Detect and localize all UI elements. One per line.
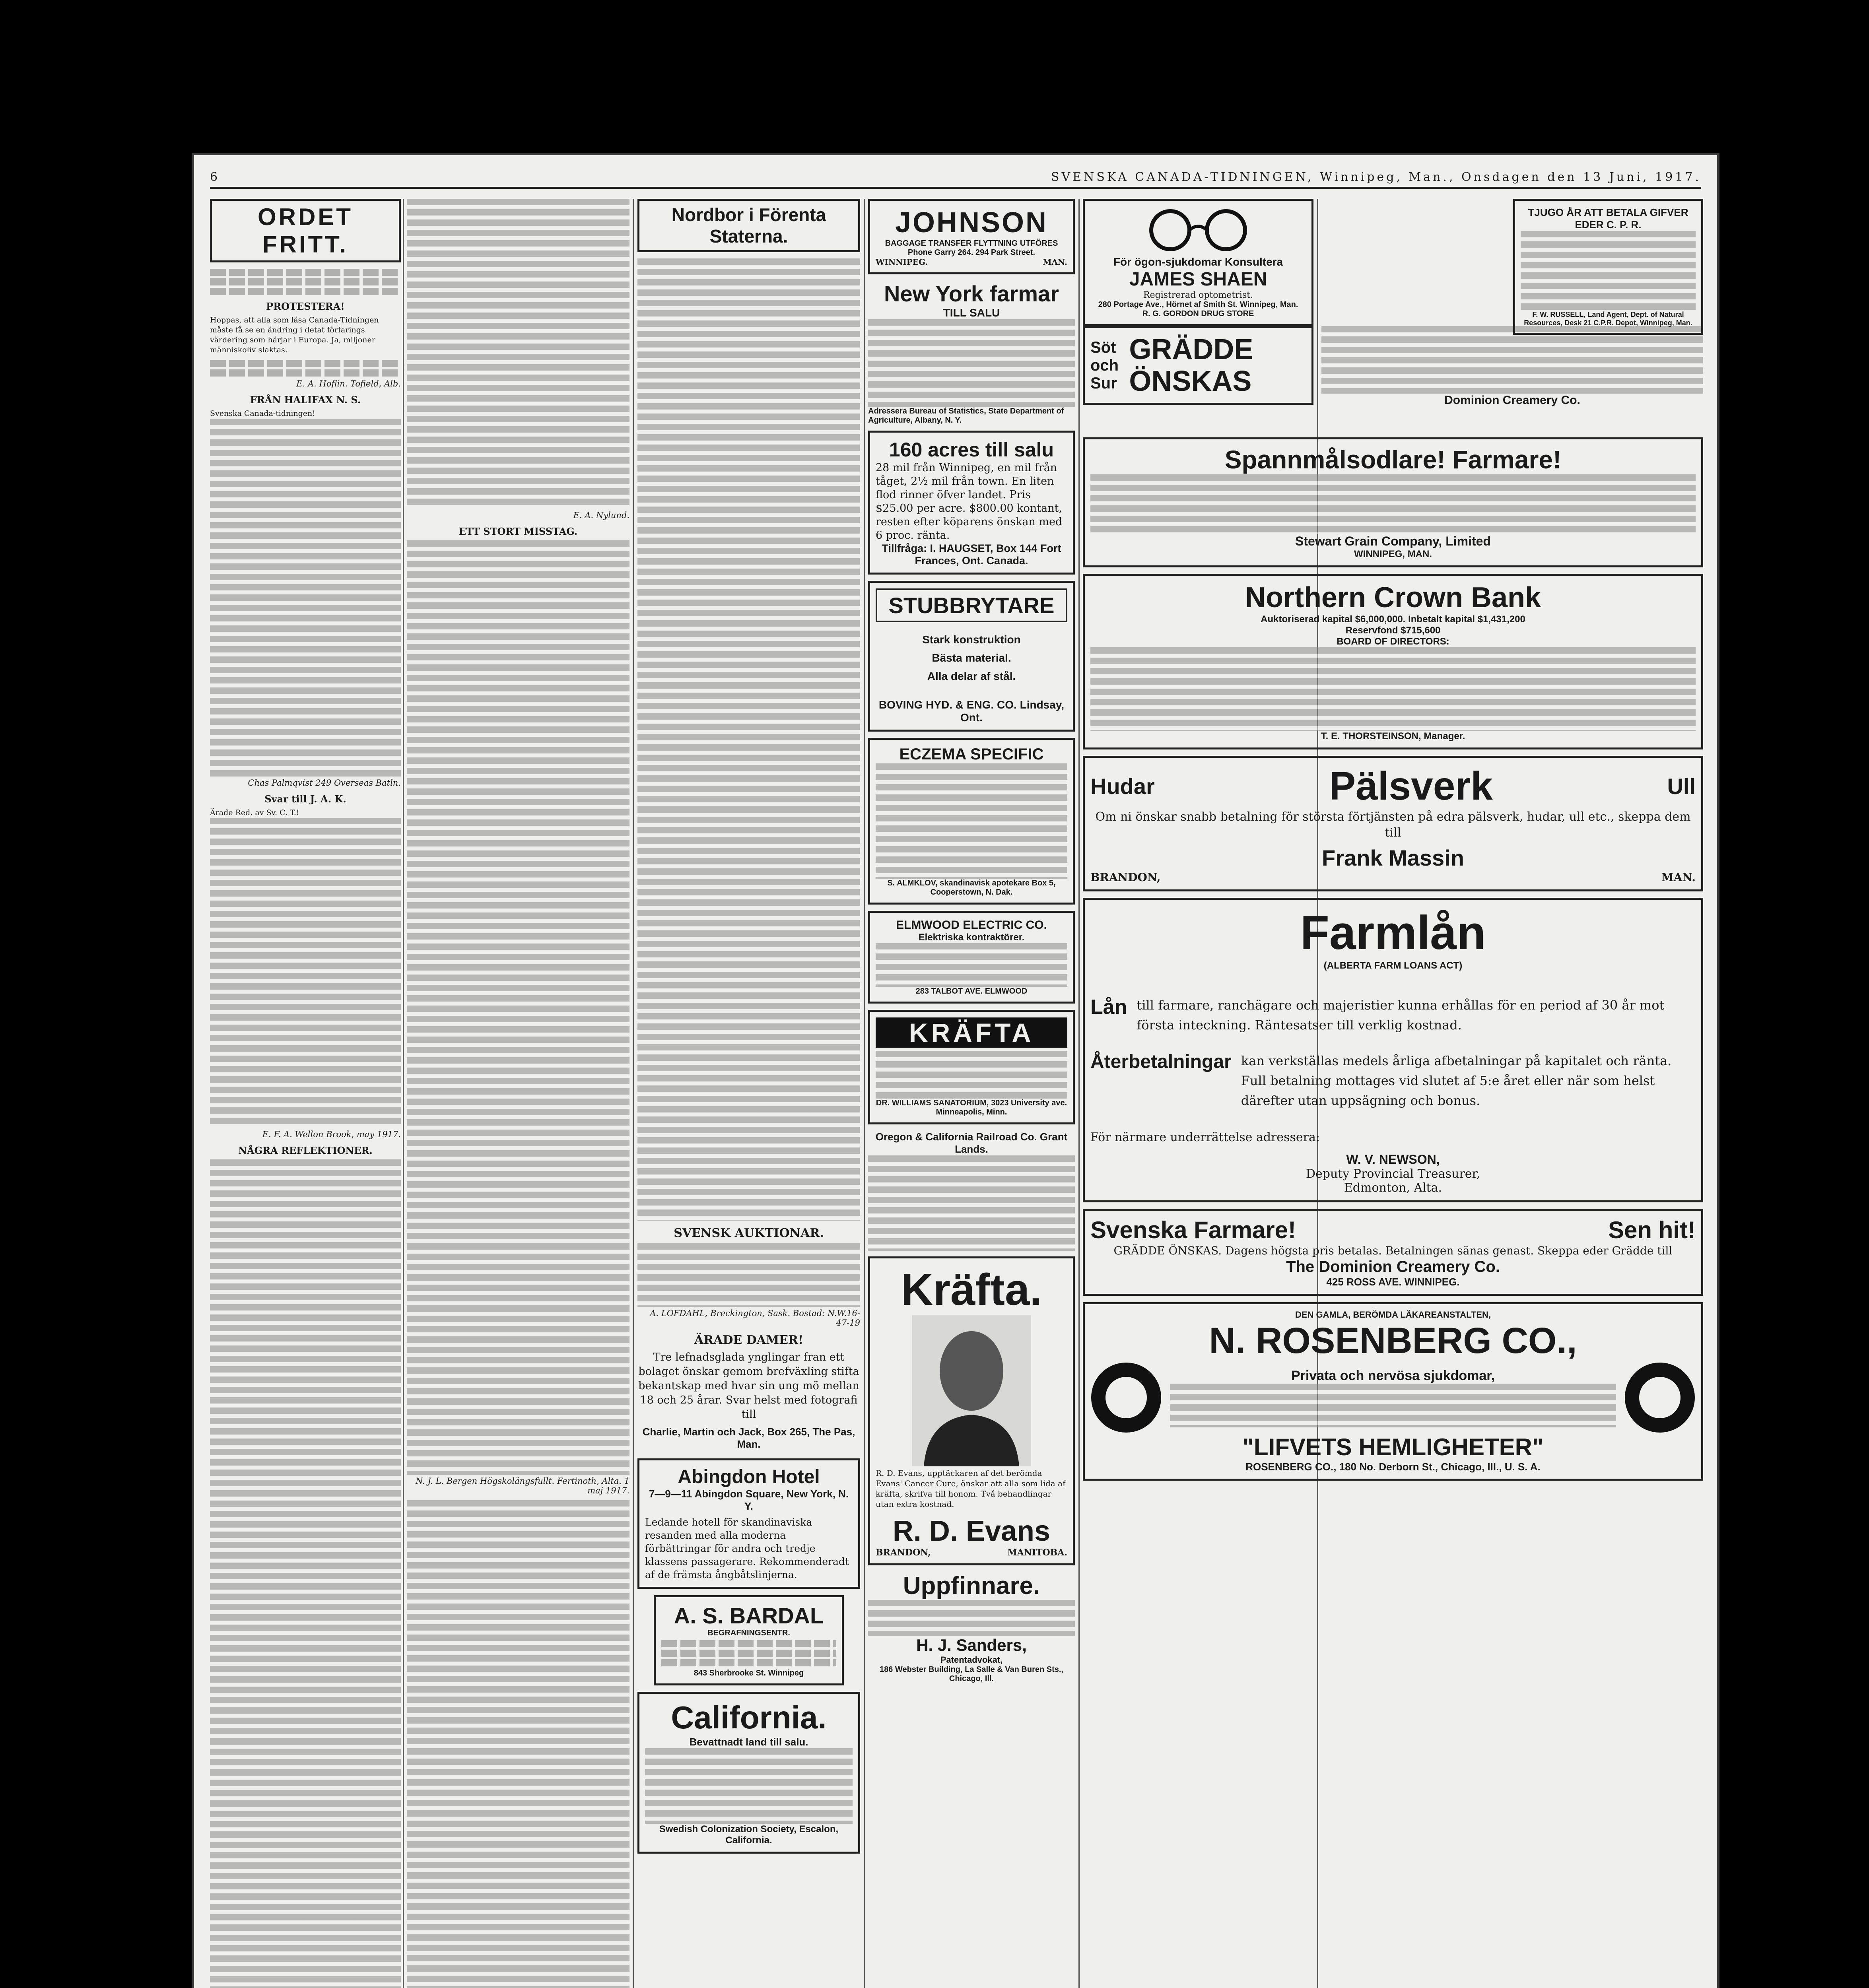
- ad-province: MAN.: [1661, 871, 1696, 884]
- ad-subtitle: BAGGAGE TRANSFER FLYTTNING UTFÖRES: [885, 239, 1058, 248]
- ad-address: 186 Webster Building, La Salle & Van Buren Sts., Chicago, Ill.: [880, 1665, 1063, 1683]
- bank-manager: T. E. THORSTEINSON, Manager.: [1321, 731, 1465, 742]
- page-header: [210, 167, 1701, 189]
- article-heading: Svar till J. A. K.: [264, 793, 346, 805]
- ad-address: ROSENBERG CO., 180 No. Derborn St., Chicago, Ill., U. S. A.: [1245, 1461, 1541, 1473]
- ad-city: WINNIPEG.: [876, 257, 928, 267]
- article-heading: NÅGRA REFLEKTIONER.: [238, 1145, 373, 1156]
- ad-name: The Dominion Creamery Co.: [1286, 1258, 1500, 1276]
- ad-subtitle: (ALBERTA FARM LOANS ACT): [1323, 960, 1463, 971]
- ad-signature: F. W. RUSSELL, Land Agent, Dept. of Natural Resources, Desk 21 C.P.R. Depot, Winnipeg, Man.: [1524, 311, 1692, 327]
- elmwood-ad: [868, 911, 1075, 1004]
- ad-province: MANITOBA.: [1007, 1547, 1067, 1558]
- ad-address: 280 Portage Ave., Hörnet af Smith St. Winnipeg, Man.: [1098, 300, 1298, 309]
- portrait-image: [912, 1315, 1031, 1466]
- ad-address: DR. WILLIAMS SANATORIUM, 3023 University ave. Minneapolis, Minn.: [876, 1099, 1067, 1116]
- ad-title: Abingdon Hotel: [678, 1466, 820, 1487]
- svenska-farmare-ad: [1083, 1209, 1703, 1296]
- article-text: Hoppas, att alla som läsa Canada-Tidningen måste få se en ändring i detat förfarings värdering som härjar i Europa. Ja, miljoner människoliv slaktas.: [210, 316, 379, 354]
- stubbrytare-ad: [868, 581, 1075, 732]
- johnson-ad: [868, 199, 1075, 274]
- ad-title: Farmlån: [1300, 906, 1486, 959]
- section-title: ORDET FRITT.: [210, 199, 401, 262]
- cpr-ad: [1513, 199, 1703, 335]
- ad-province: MAN.: [1043, 257, 1067, 267]
- ad-signature: A. LOFDAHL, Breckington, Sask. Bostad: N.W.16-47-19: [650, 1309, 860, 1328]
- column-rule: [864, 199, 865, 1988]
- article-body: [210, 1159, 401, 1988]
- optometrist-ad: [1083, 199, 1313, 326]
- ad-body: [876, 943, 1067, 987]
- ad-address: Charlie, Martin och Jack, Box 265, The Pas, Man.: [642, 1426, 855, 1450]
- ad-heading: DEN GAMLA, BERÖMDA LÄKAREANSTALTEN,: [1295, 1310, 1491, 1320]
- ad-text: kan verkställas medels årliga afbetalningar på kapitalet och ränta. Full betalning mottages vid slutet af 5:e året eller när som helst därefter utan uppsägning och bonus.: [1241, 1053, 1672, 1108]
- column-ads-five: [1083, 199, 1313, 332]
- article-heading: FRÅN HALIFAX N. S.: [250, 394, 361, 406]
- ad-body: [868, 1600, 1075, 1636]
- bank-capital: Auktoriserad kapital $6,000,000. Inbetalt kapital $1,431,200: [1261, 614, 1525, 625]
- ad-label: Söt och Sur: [1090, 338, 1119, 392]
- ad-title: 160 acres till salu: [889, 439, 1054, 461]
- masthead: SVENSKA CANADA-TIDNINGEN, Winnipeg, Man., Onsdagen den 13 Juni, 1917.: [1051, 170, 1701, 184]
- column-rule: [633, 199, 634, 1988]
- bardal-ad: [654, 1595, 844, 1685]
- ad-title: TJUGO ÅR ATT BETALA GIFVER EDER C. P. R.: [1528, 206, 1688, 231]
- article-body: [407, 199, 629, 509]
- ad-text: till farmare, ranchägare och majeristier kunna erhållas för en period af 30 år mot första inteckning. Räntesatser till verklig kostnad.: [1137, 998, 1665, 1033]
- ad-signature: S. ALMKLOV, skandinavisk apotekare Box 5, Cooperstown, N. Dak.: [887, 879, 1056, 897]
- ad-line: Stark konstruktion: [922, 633, 1021, 646]
- ad-heading: SVENSK AUKTIONAR.: [674, 1226, 824, 1240]
- ad-text: Om ni önskar snabb betalning för största förtjänsten på edra pälsverk, hudar, ull etc., skeppa dem till: [1095, 810, 1691, 840]
- cream-ad: [1083, 326, 1313, 405]
- ad-body: [1170, 1384, 1616, 1427]
- newspaper-page: [194, 155, 1717, 1988]
- ad-signature: Dominion Creamery Co.: [1444, 394, 1580, 407]
- ad-store: R. G. GORDON DRUG STORE: [1142, 309, 1254, 318]
- eczema-ad: [868, 738, 1075, 905]
- ad-signature: Stewart Grain Company, Limited: [1295, 534, 1491, 548]
- ad-title: A. S. BARDAL: [674, 1603, 824, 1628]
- ad-line: Alla delar af stål.: [927, 670, 1016, 682]
- ad-title: ELMWOOD ELECTRIC CO.: [896, 918, 1047, 932]
- ad-title: Pälsverk: [1329, 764, 1493, 808]
- article-signature: E. F. A. Wellon Brook, may 1917.: [262, 1130, 401, 1139]
- ad-text: GRÄDDE ÖNSKAS. Dagens högsta pris betalas. Betalningen sänas genast. Skeppa eder Grädde till: [1113, 1244, 1673, 1257]
- ad-city: BRANDON,: [1090, 871, 1161, 884]
- ad-title: Uppfinnare.: [903, 1572, 1040, 1600]
- ad-title: ECZEMA SPECIFIC: [899, 746, 1044, 763]
- ad-body: [876, 763, 1067, 879]
- bank-reserve: Reservfond $715,600: [1345, 625, 1441, 636]
- ad-line: Bästa material.: [932, 652, 1011, 664]
- ad-address: 843 Sherbrooke St. Winnipeg: [694, 1669, 804, 1677]
- ad-city: BRANDON,: [876, 1547, 931, 1558]
- ad-address: Tillfråga: I. HAUGSET, Box 144 Fort Frances, Ont. Canada.: [882, 542, 1061, 567]
- ad-city: Edmonton, Alta.: [1344, 1181, 1442, 1195]
- ad-subtitle: Bevattnadt land till salu.: [689, 1736, 808, 1748]
- eyeglasses-icon: [1138, 206, 1258, 254]
- article-intro: Ärade Red. av Sv. C. T.!: [210, 808, 299, 817]
- column-six-top: [1321, 199, 1703, 341]
- article-body: [407, 540, 629, 1475]
- new-york-ad: [868, 281, 1075, 425]
- article-body: [210, 419, 401, 777]
- ad-name: R. D. Evans: [892, 1515, 1051, 1547]
- ad-phone: Phone Garry 264. 294 Park Street.: [907, 248, 1036, 257]
- bank-ad: [1083, 574, 1703, 749]
- ad-body: [645, 1748, 853, 1824]
- ad-label: Återbetalningar: [1090, 1051, 1232, 1072]
- section-title: Nordbor i Förenta Staterna.: [637, 199, 860, 252]
- article-signature: Chas Palmqvist 249 Overseas Batln.: [248, 778, 401, 788]
- ad-title: KRÄFTA: [876, 1017, 1067, 1048]
- ad-body: [876, 1051, 1067, 1099]
- ad-caption: R. D. Evans, upptäckaren af det berömda Evans' Cancer Cure, önskar att alla som lida af kräfta, skrifva till honom. Två behandlingar utan extra kostnad.: [876, 1468, 1066, 1509]
- ad-title: JAMES SHAEN: [1129, 269, 1267, 290]
- farmlan-ad: [1083, 898, 1703, 1202]
- column-nordbor: [637, 199, 860, 1860]
- ad-info: För närmare underrättelse adressera:: [1090, 1130, 1320, 1144]
- ad-body: [868, 1155, 1075, 1251]
- krafta-evans-ad: [868, 1256, 1075, 1565]
- spannmal-ad: [1083, 437, 1703, 567]
- ad-subtitle: BEGRAFNINGSENTR.: [707, 1629, 790, 1637]
- cream-block: [1083, 326, 1313, 411]
- ad-body: [868, 319, 1075, 407]
- ad-text: Tre lefnadsglada ynglingar fran ett bolaget önskar gemom brefväxling stifta bekantskap med hvar sin ung mö mellan 18 och 25 årar. Svar helst med fotografi till: [638, 1351, 859, 1421]
- ad-body: [637, 1243, 860, 1307]
- column-rule: [1078, 199, 1080, 1988]
- ad-city: WINNIPEG, MAN.: [1354, 549, 1432, 559]
- krafta-sanatorium-ad: [868, 1010, 1075, 1124]
- page-number: 6: [210, 170, 220, 184]
- ad-title: Svenska Farmare!: [1090, 1217, 1296, 1243]
- ad-signature: Swedish Colonization Society, Escalon, California.: [659, 1824, 839, 1846]
- ad-title-right: Sen hit!: [1608, 1217, 1696, 1243]
- article-signature: E. A. Nylund.: [573, 511, 629, 520]
- ad-book-title: "LIFVETS HEMLIGHETER": [1242, 1434, 1544, 1460]
- ad-name: H. J. Sanders,: [916, 1636, 1027, 1654]
- ad-address: 425 ROSS AVE. WINNIPEG.: [1326, 1276, 1460, 1288]
- rosenberg-ad: [1083, 1302, 1703, 1481]
- ad-subtitle: Patentadvokat,: [940, 1655, 1003, 1665]
- ring-icon: [1624, 1362, 1696, 1433]
- ad-heading: För ögon-sjukdomar Konsultera: [1113, 256, 1283, 268]
- ad-label: Ull: [1667, 774, 1696, 799]
- ad-name: Frank Massin: [1322, 845, 1464, 870]
- ad-title: Northern Crown Bank: [1245, 582, 1541, 613]
- ad-heading: ÄRADE DAMER!: [694, 1333, 804, 1347]
- ad-title: N. ROSENBERG CO.,: [1209, 1320, 1577, 1361]
- ad-signature: Adressera Bureau of Statistics, State Department of Agriculture, Albany, N. Y.: [868, 407, 1064, 425]
- ad-name: W. V. NEWSON,: [1346, 1152, 1440, 1167]
- ad-subtitle: Privata och nervösa sjukdomar,: [1291, 1368, 1495, 1383]
- article-body: [210, 818, 401, 1128]
- article-intro: Svenska Canada-tidningen!: [210, 409, 315, 418]
- acres-ad: [868, 431, 1075, 575]
- bank-board: BOARD OF DIRECTORS:: [1337, 636, 1449, 647]
- ad-label: Lån: [1090, 996, 1127, 1019]
- wide-ads: [1083, 394, 1703, 1487]
- ad-title: California.: [671, 1700, 827, 1735]
- ad-body: [1090, 474, 1696, 534]
- ad-title-line: Deputy Provincial Treasurer,: [1306, 1167, 1480, 1181]
- column-rule: [403, 199, 404, 1988]
- article-heading: PROTESTERA!: [266, 301, 345, 312]
- ad-address: BOVING HYD. & ENG. CO. Lindsay, Ont.: [878, 699, 1065, 724]
- article-body: [407, 1500, 629, 1988]
- article-signature: N. J. L. Bergen Högskolängsfullt. Fertinoth, Alta. 1 maj 1917.: [416, 1476, 629, 1495]
- ad-title: New York farmar: [884, 281, 1059, 306]
- article-signature: E. A. Hoflin. Tofield, Alb.: [296, 379, 401, 388]
- ad-subtitle: Registrerad optometrist.: [1143, 290, 1253, 300]
- patent-ad: [868, 1572, 1075, 1683]
- ring-icon: [1090, 1362, 1162, 1433]
- ad-address: 7—9—11 Abingdon Square, New York, N. Y.: [649, 1488, 849, 1512]
- ad-text: 28 mil från Winnipeg, en mil från tåget, 2½ mil från town. En liten flod rinner öfver landet. Pris $25.00 per acre. $800.00 kontant, resten efter köparens önskan med 6 proc. ränta.: [876, 462, 1063, 542]
- ad-label: Hudar: [1090, 774, 1155, 799]
- ad-body: [1090, 647, 1696, 731]
- column-ordet-fritt: [210, 199, 401, 1988]
- abingdon-ad: [637, 1458, 860, 1589]
- ad-body: [1521, 231, 1696, 311]
- ad-title: GRÄDDE ÖNSKAS: [1129, 334, 1253, 397]
- ad-title: Spannmålsodlare! Farmare!: [1224, 445, 1562, 474]
- california-ad: [637, 1692, 860, 1854]
- article-heading: ETT STORT MISSTAG.: [459, 526, 578, 537]
- ad-title: STUBBRYTARE: [876, 588, 1067, 622]
- oregon-ad: [868, 1131, 1075, 1251]
- column-two: [407, 199, 629, 1988]
- ad-text: Ledande hotell för skandinaviska resanden med alla moderna förbättringar för andra och tredje klassens passagerare. Rekommenderadt af de främsta ångbåtslinjerna.: [645, 1516, 849, 1580]
- ad-subtitle: TILL SALU: [943, 307, 1000, 319]
- palsverk-ad: [1083, 756, 1703, 891]
- column-ads-four: [868, 199, 1075, 1683]
- ad-title: JOHNSON: [895, 207, 1048, 239]
- article-body: [637, 258, 860, 1221]
- ad-title: Oregon & California Railroad Co. Grant Lands.: [875, 1131, 1068, 1155]
- ad-title: Kräfta.: [901, 1265, 1042, 1314]
- ad-address: 283 TALBOT AVE. ELMWOOD: [915, 987, 1028, 996]
- ad-subtitle: Elektriska kontraktörer.: [918, 932, 1025, 943]
